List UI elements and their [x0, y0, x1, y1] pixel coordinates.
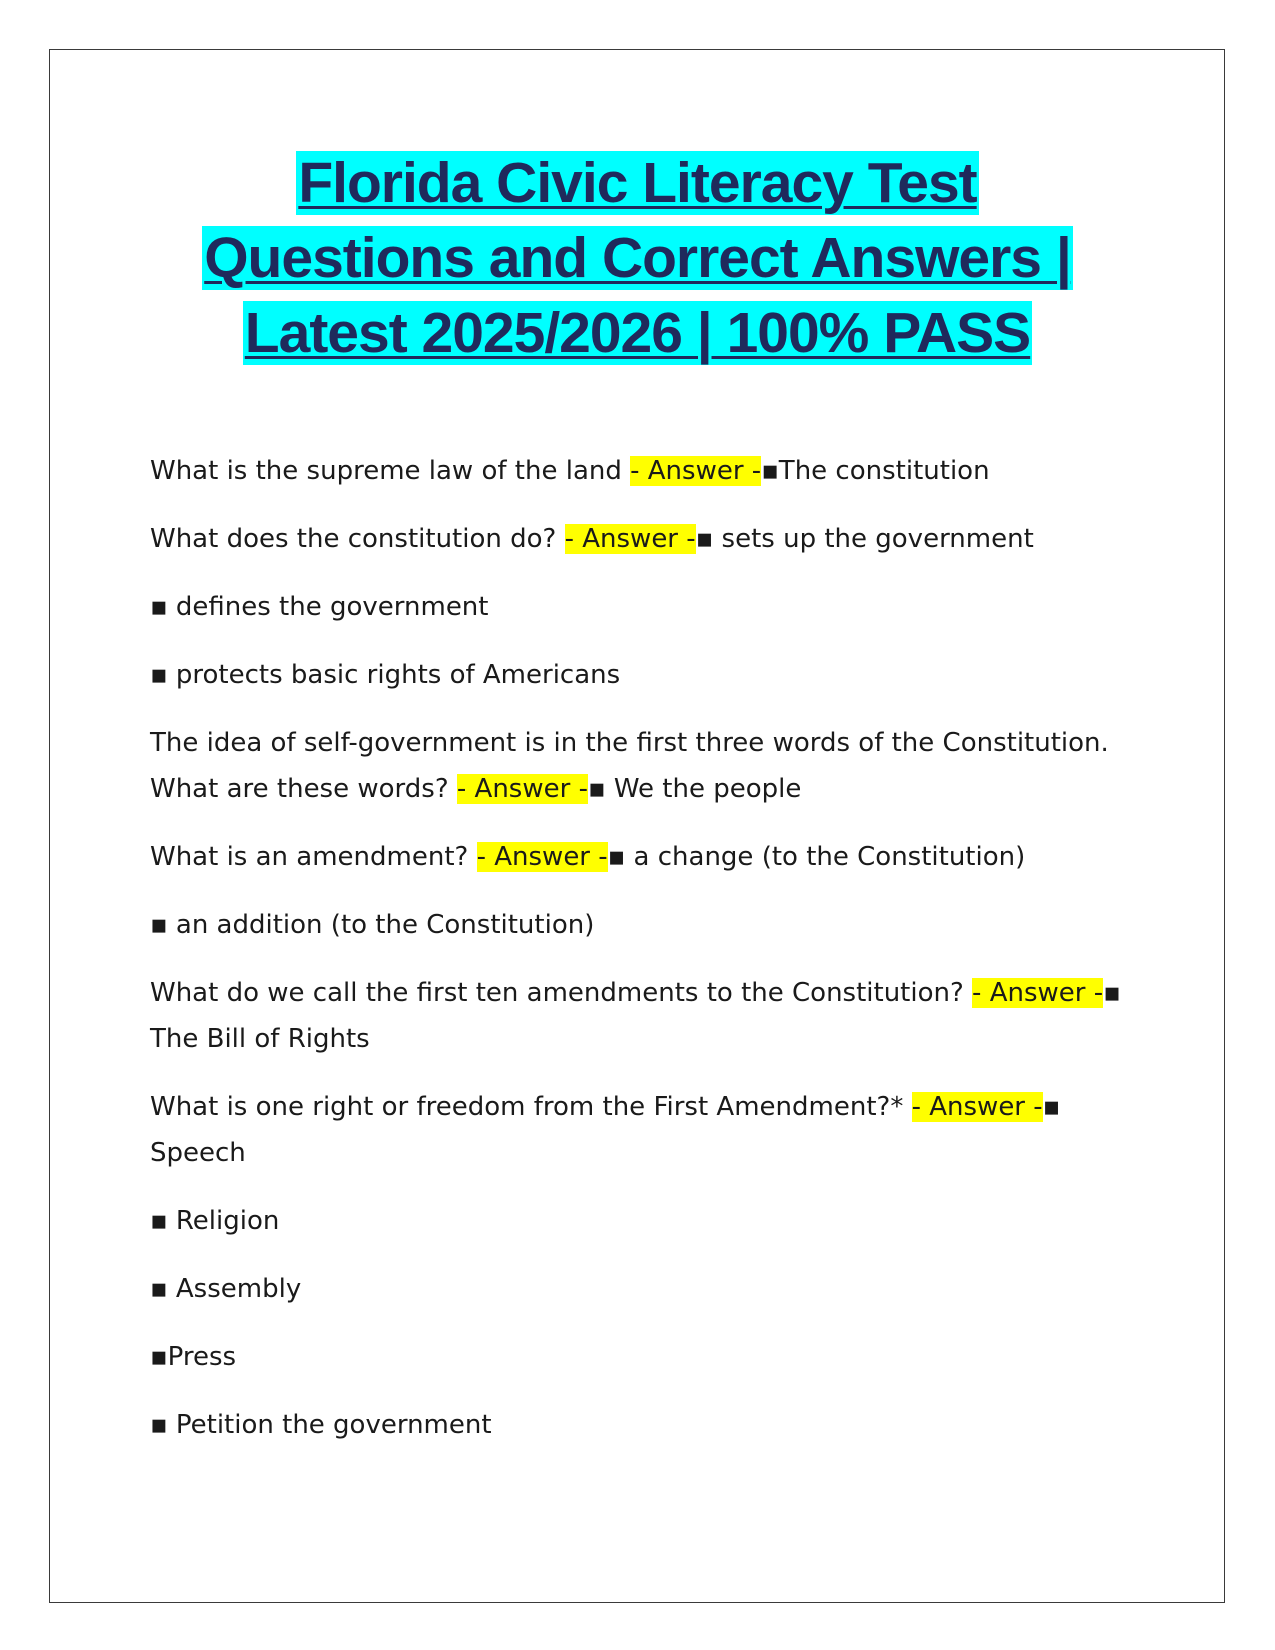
answer-text: ▪The constitution: [761, 456, 990, 486]
qa-item: What is one right or freedom from the First Amendment?* - Answer -▪ Speech: [150, 1092, 1061, 1168]
answer-bullet: ▪ Religion: [150, 1206, 280, 1236]
answer-marker: - Answer -: [911, 1092, 1043, 1122]
qa-item: What do we call the first ten amendments to the Constitution? - Answer -▪ The Bill of Rights: [150, 978, 1121, 1054]
answer-marker: - Answer -: [630, 456, 762, 486]
answer-text: ▪ Speech: [150, 1092, 1061, 1168]
answer-bullet: ▪ protects basic rights of Americans: [150, 660, 621, 690]
answer-marker: - Answer -: [476, 842, 608, 872]
answer-marker: - Answer -: [456, 774, 588, 804]
answer-text: ▪ We the people: [587, 774, 802, 804]
answer-bullet: ▪ an addition (to the Constitution): [150, 910, 595, 940]
title-line-1: Florida Civic Literacy Test: [298, 151, 977, 215]
answer-bullet: ▪ Assembly: [150, 1274, 302, 1304]
answer-bullet: ▪Press: [150, 1342, 237, 1372]
title-line-3: Latest 2025/2026 | 100% PASS: [244, 301, 1031, 365]
qa-item: What is the supreme law of the land - Answer -▪The constitution: [150, 456, 990, 486]
document-title: [60, 146, 1215, 371]
qa-item: What does the constitution do? - Answer -▪ sets up the government: [150, 524, 1034, 554]
qa-item: What is an amendment? - Answer -▪ a change (to the Constitution): [150, 842, 1026, 872]
answer-bullet: ▪ defines the government: [150, 592, 489, 622]
answer-text: ▪ The Bill of Rights: [150, 978, 1121, 1054]
answer-bullet: ▪ Petition the government: [150, 1410, 492, 1440]
answer-marker: - Answer -: [972, 978, 1104, 1008]
answer-marker: - Answer -: [564, 524, 696, 554]
answer-text: ▪ sets up the government: [695, 524, 1034, 554]
title-line-2: Questions and Correct Answers |: [204, 226, 1071, 290]
answer-text: ▪ a change (to the Constitution): [607, 842, 1026, 872]
qa-item: The idea of self-government is in the first three words of the Constitution. What are these words? - Answer -▪ We the people: [150, 728, 1109, 804]
qa-content: [150, 448, 1140, 1470]
